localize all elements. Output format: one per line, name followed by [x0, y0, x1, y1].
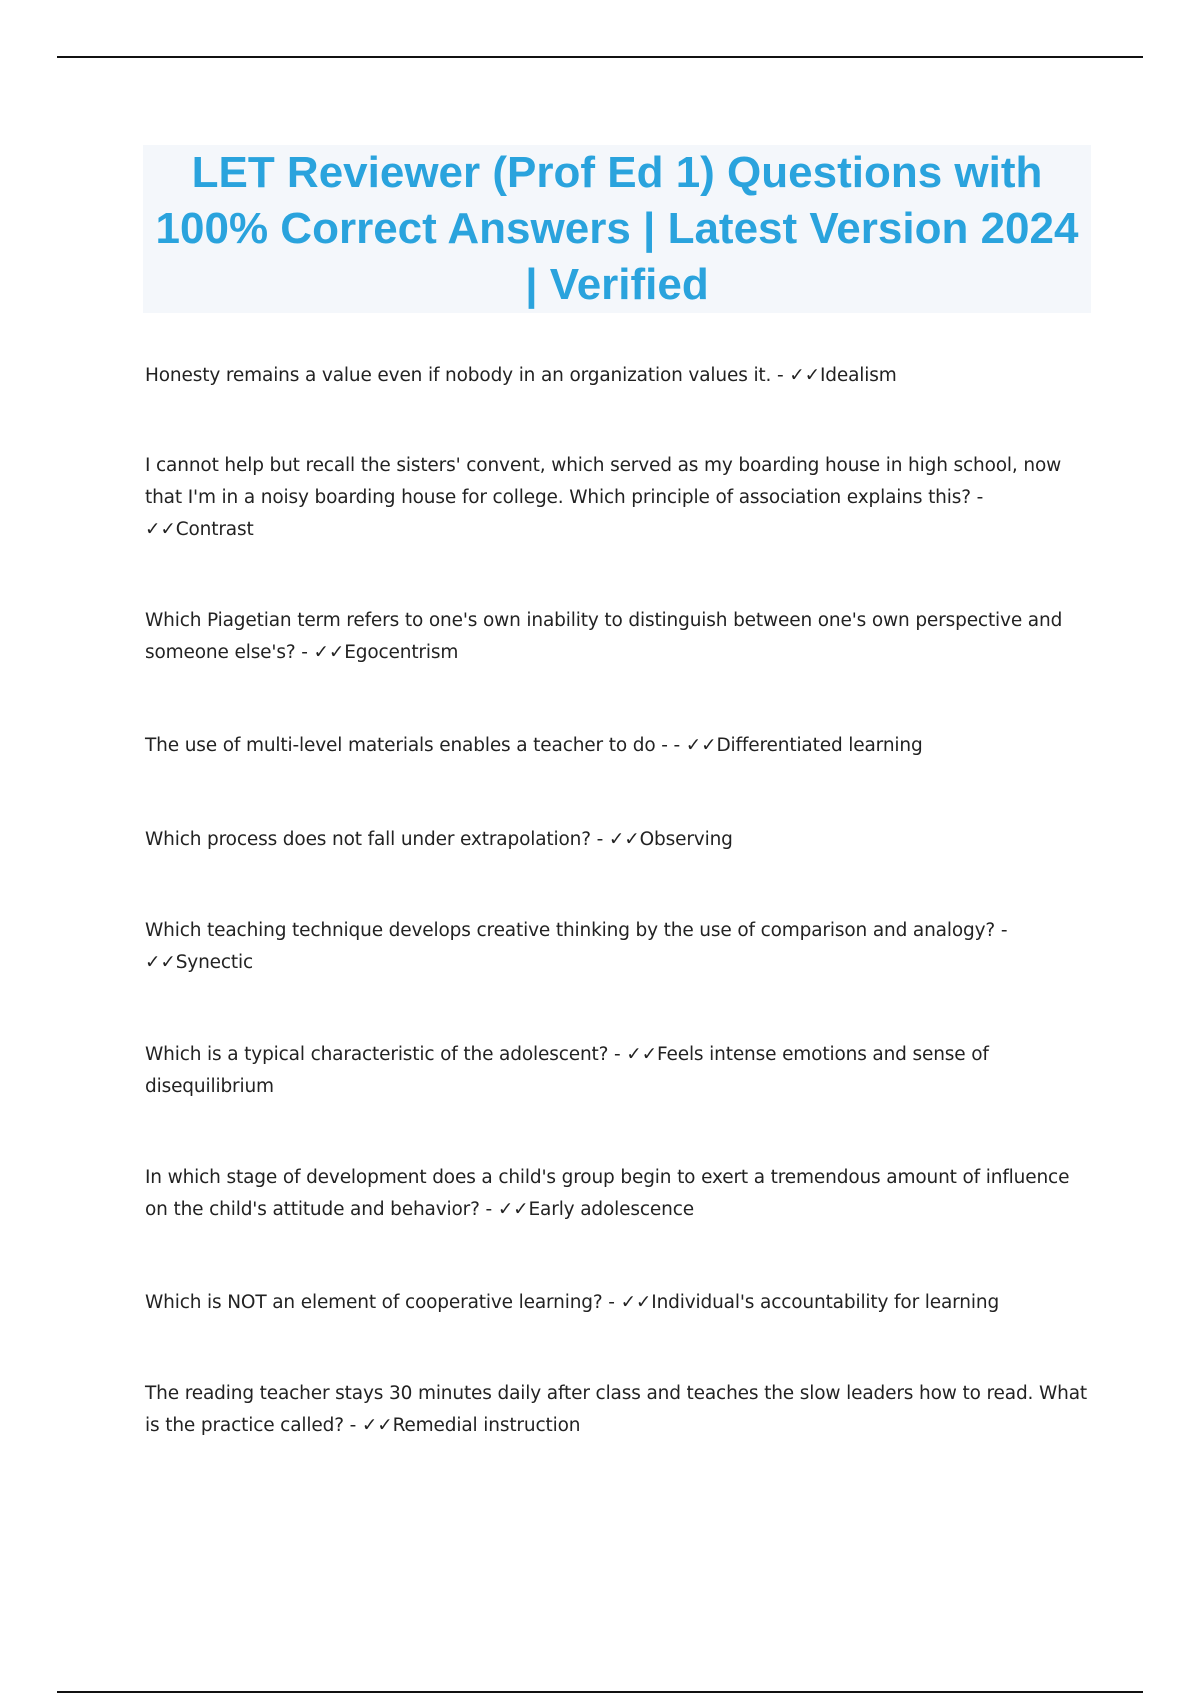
- qa-item: [145, 1162, 1090, 1226]
- answer-text: Feels intense emotions and sense of disequilibrium: [145, 1044, 989, 1097]
- question-text: I cannot help but recall the sisters' convent, which served as my boarding house in high school, now that I'm in a noisy boarding house for college. Which principle of association explains this? -: [145, 455, 1062, 508]
- answer-text: Early adolescence: [528, 1199, 694, 1220]
- question-text: Which process does not fall under extrapolation? -: [145, 829, 609, 850]
- answer-text: Observing: [639, 829, 733, 850]
- qa-item: [145, 730, 1090, 762]
- answer-text: Egocentrism: [344, 642, 459, 663]
- qa-item: [145, 1287, 1090, 1319]
- check-icon: ✓✓: [361, 1415, 393, 1436]
- check-icon: ✓✓: [145, 952, 176, 973]
- check-icon: ✓✓: [789, 365, 820, 386]
- qa-item: [145, 605, 1090, 669]
- check-icon: ✓✓: [608, 829, 640, 850]
- question-text: Which Piagetian term refers to one's own inability to distinguish between one's own perspective and someone else's? -: [145, 610, 1063, 663]
- answer-text: Remedial instruction: [392, 1415, 581, 1436]
- answer-text: Individual's accountability for learning: [651, 1292, 1000, 1313]
- qa-list: [145, 360, 1090, 1442]
- question-text: Honesty remains a value even if nobody in an organization values it. -: [145, 365, 790, 386]
- top-rule: [57, 56, 1143, 58]
- question-text: Which is a typical characteristic of the adolescent? -: [145, 1044, 627, 1065]
- question-text: The use of multi-level materials enables a teacher to do - -: [145, 735, 686, 756]
- check-icon: ✓✓: [497, 1199, 529, 1220]
- qa-item: [145, 1039, 1090, 1103]
- page-title: LET Reviewer (Prof Ed 1) Questions with 100% Correct Answers | Latest Version 2024 | Verified: [155, 148, 1079, 309]
- check-icon: ✓✓: [620, 1292, 652, 1313]
- qa-item: [145, 360, 1090, 392]
- answer-text: Idealism: [819, 365, 897, 386]
- question-text: In which stage of development does a child's group begin to exert a tremendous amount of influence on the child's attitude and behavior? -: [145, 1167, 1070, 1220]
- qa-item: [145, 915, 1090, 979]
- qa-item: [145, 450, 1090, 546]
- title-banner: [143, 145, 1091, 313]
- question-text: The reading teacher stays 30 minutes daily after class and teaches the slow leaders how to read. What is the practice called? -: [145, 1383, 1087, 1436]
- question-text: Which teaching technique develops creative thinking by the use of comparison and analogy? -: [145, 920, 1008, 941]
- qa-item: [145, 824, 1090, 856]
- answer-text: Differentiated learning: [716, 735, 923, 756]
- check-icon: ✓✓: [145, 519, 176, 540]
- check-icon: ✓✓: [685, 735, 717, 756]
- answer-text: Contrast: [175, 519, 254, 540]
- answer-text: Synectic: [175, 952, 254, 973]
- check-icon: ✓✓: [626, 1044, 657, 1065]
- question-text: Which is NOT an element of cooperative learning? -: [145, 1292, 621, 1313]
- qa-item: [145, 1378, 1090, 1442]
- bottom-rule: [57, 1691, 1143, 1693]
- check-icon: ✓✓: [313, 642, 345, 663]
